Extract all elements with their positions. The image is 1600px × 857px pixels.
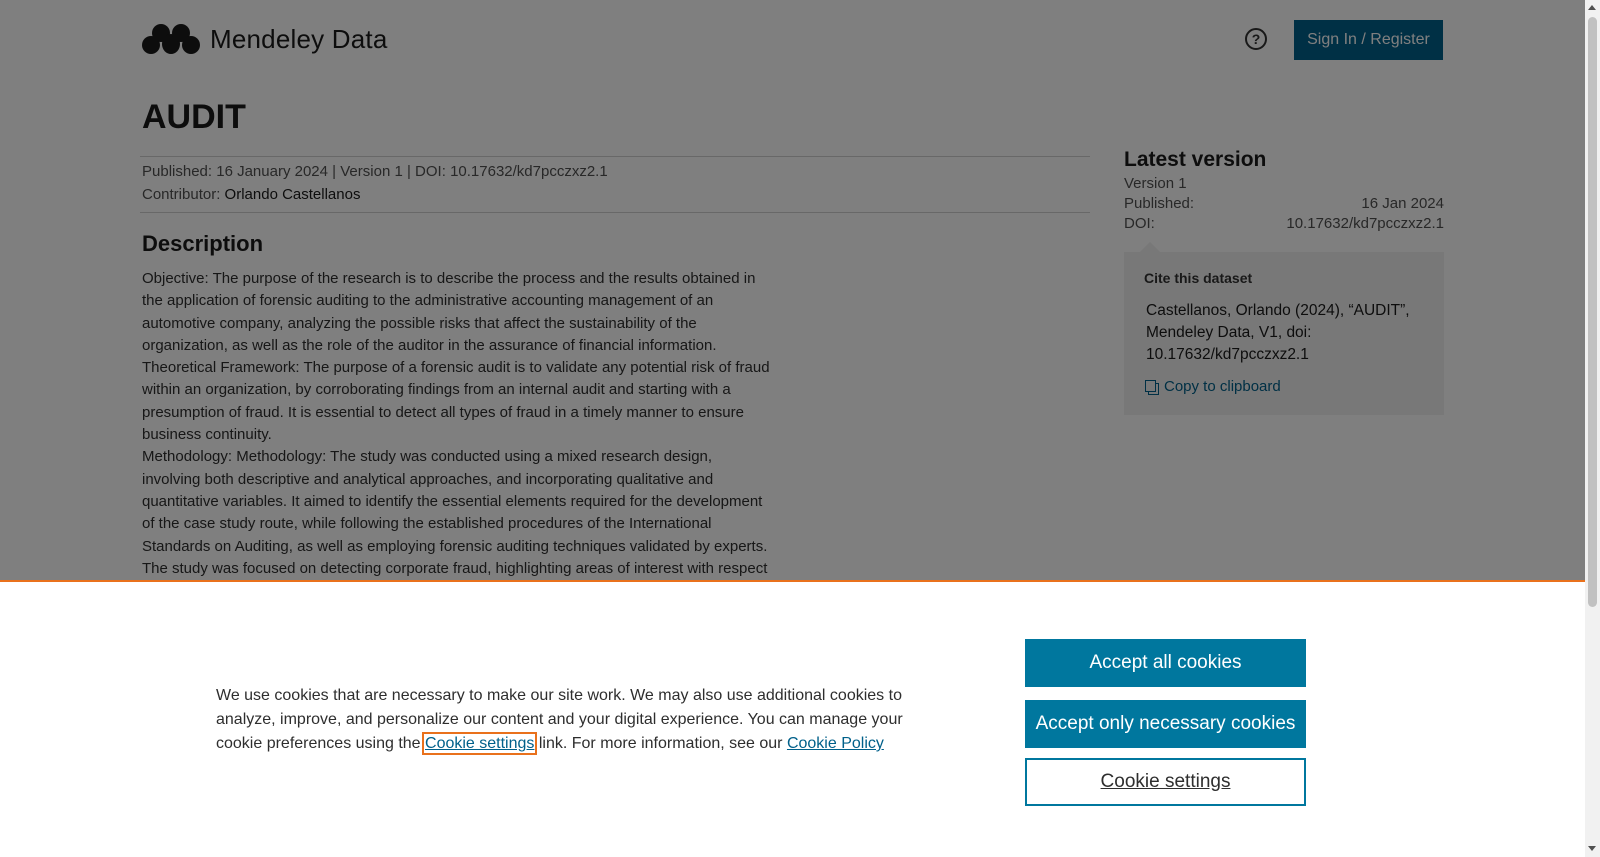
cookie-settings-link[interactable]: Cookie settings xyxy=(425,735,535,752)
scroll-up-arrow-icon[interactable] xyxy=(1588,5,1596,10)
cookie-text-2: link. For more information, see our xyxy=(534,735,787,752)
accept-all-cookies-button[interactable]: Accept all cookies xyxy=(1025,639,1306,687)
accept-necessary-cookies-button[interactable]: Accept only necessary cookies xyxy=(1025,700,1306,748)
scrollbar[interactable] xyxy=(1585,0,1600,857)
scroll-down-arrow-icon[interactable] xyxy=(1588,846,1596,851)
cookie-message xyxy=(216,684,936,756)
cookie-policy-link[interactable]: Cookie Policy xyxy=(786,735,884,752)
scrollbar-thumb[interactable] xyxy=(1588,17,1597,607)
cookie-settings-button[interactable]: Cookie settings xyxy=(1025,758,1306,806)
cookie-text-1: We use cookies that are necessary to make our site work. We may also use additional cookies to analyze, improve, and personalize our content and your digital experience. You can manage your cookie preferences using the xyxy=(216,687,903,752)
cookie-banner xyxy=(0,580,1585,857)
